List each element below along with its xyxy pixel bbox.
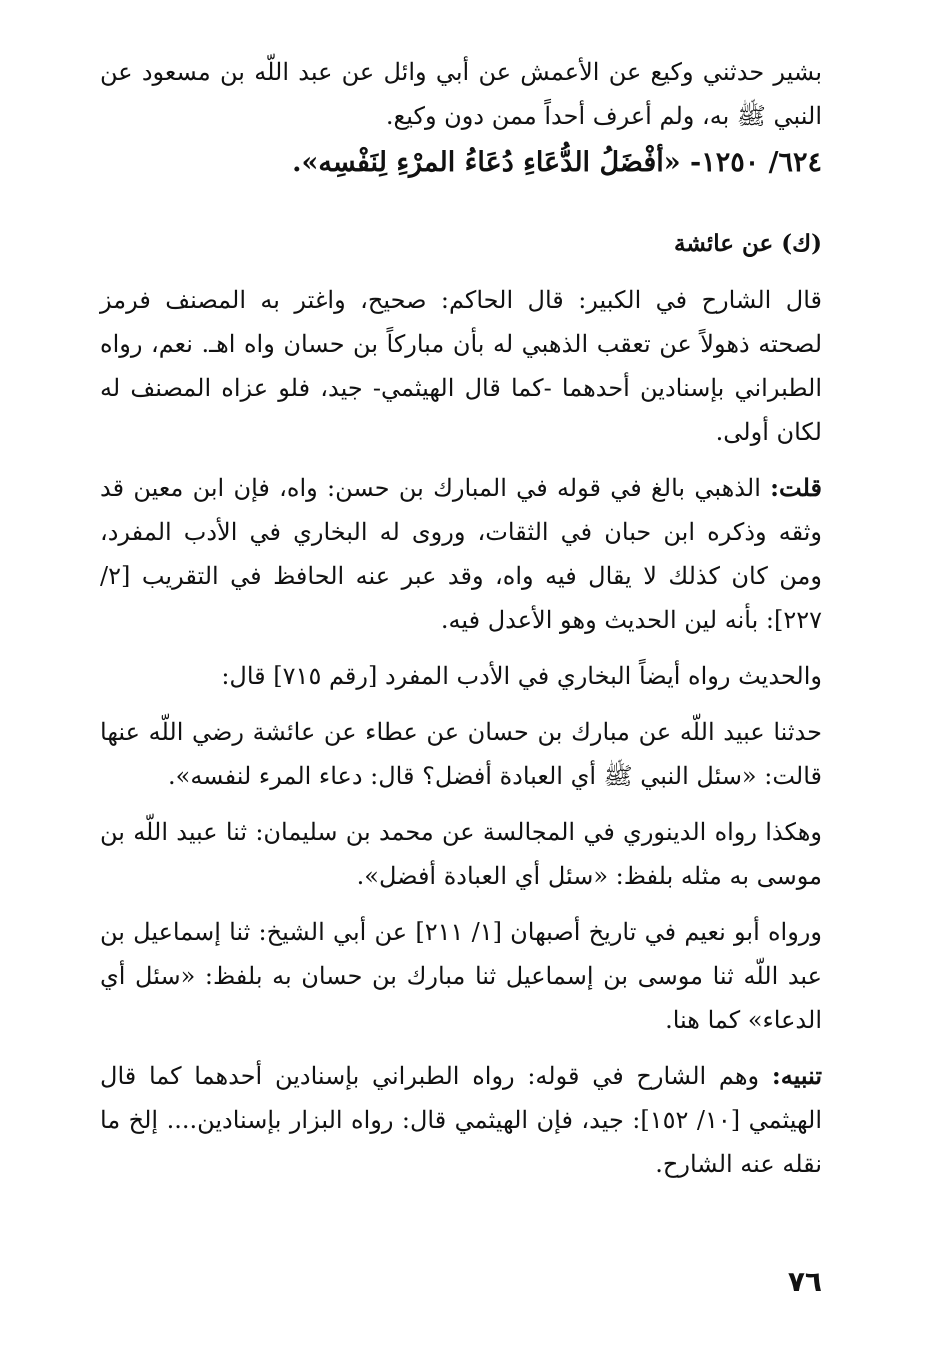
paragraph-lead: قلت: xyxy=(770,473,822,502)
paragraph-bukhari: والحديث رواه أيضاً البخاري في الأدب المفرد [رقم ٧١٥] قال: xyxy=(221,662,822,690)
paragraph-qultu xyxy=(100,466,822,642)
hadith-source: (ك) عن عائشة xyxy=(674,230,822,257)
paragraph-commentary: قال الشارح في الكبير: قال الحاكم: صحيح، واغتر به المصنف فرمز لصحته ذهولاً عن تعقب الذهبي له بأن مباركاً بن حسان واه اهـ. نعم، رواه الطبراني بإسنادين أحدهما -كما قال الهيثمي- جيد، فلو عزاه المصنف له لكان أولى. xyxy=(100,286,822,446)
paragraph-text: الذهبي بالغ في قوله في المبارك بن حسن: واه، فإن ابن معين قد وثقه وذكره ابن حبان في الثقات، وروى له البخاري في الأدب المفرد، ومن كان كذلك لا يقال فيه واه، وقد عبر عنه الحافظ في التقريب [٢/ ٢٢٧]: بأنه لين الحديث وهو الأعدل فيه. xyxy=(100,474,822,634)
paragraph-continuation: بشير حدثني وكيع عن الأعمش عن أبي وائل عن عبد اللّه بن مسعود عن النبي ﷺ به، ولم أعرف أحداً ممن دون وكيع. xyxy=(100,58,822,130)
paragraph-abu-nuaym: ورواه أبو نعيم في تاريخ أصبهان [١/ ٢١١] عن أبي الشيخ: ثنا إسماعيل بن عبد اللّه ثنا موسى بن إسماعيل ثنا مبارك بن حسان به بلفظ: «سئل أي الدعاء» كما هنا. xyxy=(100,918,822,1034)
page-body xyxy=(100,50,822,1307)
page-number: ٧٦ xyxy=(787,1265,822,1298)
paragraph-lead: تنبيه: xyxy=(771,1061,822,1090)
paragraph-isnad: حدثنا عبيد اللّه عن مبارك بن حسان عن عطاء عن عائشة رضي اللّه عنها قالت: «سئل النبي ﷺ أي العبادة أفضل؟ قال: دعاء المرء لنفسه». xyxy=(100,718,822,790)
paragraph-tanbih xyxy=(100,1054,822,1186)
hadith-text: ٦٢٤/ ١٢٥٠- «أفْضَلُ الدُّعَاءِ دُعَاءُ المرْءِ لِنَفْسِه». xyxy=(292,147,822,178)
paragraph-dinawari: وهكذا رواه الدينوري في المجالسة عن محمد بن سليمان: ثنا عبيد اللّه بن موسى به مثله بلفظ: «سئل أي العبادة أفضل». xyxy=(100,818,822,890)
paragraph-text: وهم الشارح في قوله: رواه الطبراني بإسنادين أحدهما كما قال الهيثمي [١٠/ ١٥٢]: جيد، فإن الهيثمي قال: رواه البزار بإسنادين.... إلخ ما نقله عنه الشارح. xyxy=(100,1062,823,1178)
